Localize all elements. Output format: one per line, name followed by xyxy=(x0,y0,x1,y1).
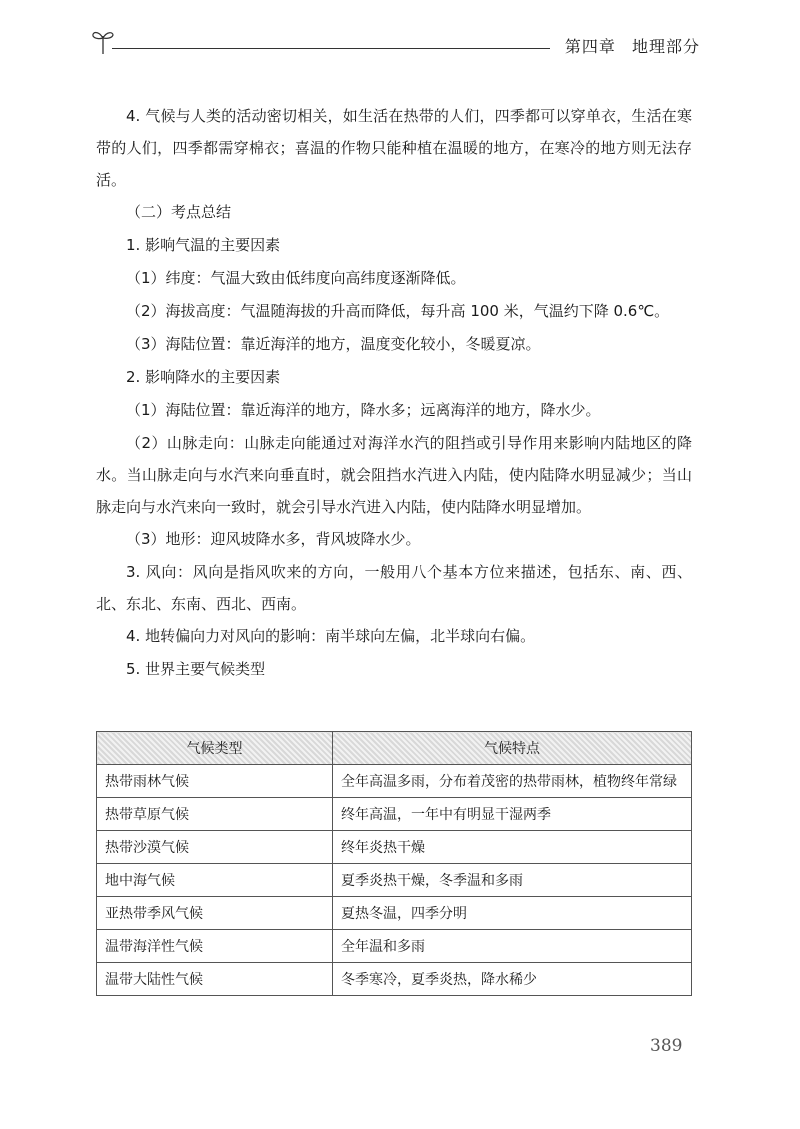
climate-feature-cell: 全年温和多雨 xyxy=(333,930,692,963)
climate-type-cell: 热带雨林气候 xyxy=(97,765,333,798)
section-heading: （二）考点总结 xyxy=(126,203,232,221)
item-terrain: （3）地形：迎风坡降水多，背风坡降水少。 xyxy=(126,530,421,548)
paragraph-wind-direction: 3. 风向：风向是指风吹来的方向，一般用八个基本方位来描述，包括东、南、西、北、东北、东南、西北、西南。 xyxy=(96,563,692,613)
header-rule xyxy=(112,48,550,49)
climate-type-cell: 热带沙漠气候 xyxy=(97,831,333,864)
climate-feature-cell: 全年高温多雨，分布着茂密的热带雨林，植物终年常绿 xyxy=(333,765,692,798)
table-row xyxy=(97,765,692,798)
chapter-title xyxy=(555,34,700,57)
table-header-row xyxy=(97,732,692,765)
climate-feature-cell: 夏季炎热干燥，冬季温和多雨 xyxy=(333,864,692,897)
chapter-number: 第四章 xyxy=(564,37,616,56)
running-header xyxy=(88,26,700,66)
heading-temperature-factors: 1. 影响气温的主要因素 xyxy=(126,236,281,254)
table-row xyxy=(97,831,692,864)
climate-feature-cell: 终年炎热干燥 xyxy=(333,831,692,864)
sprout-icon xyxy=(90,26,116,56)
page-number: 389 xyxy=(650,1036,683,1056)
climate-feature-cell: 冬季寒冷，夏季炎热，降水稀少 xyxy=(333,963,692,996)
item-precip-land-sea: （1）海陆位置：靠近海洋的地方，降水多；远离海洋的地方，降水少。 xyxy=(126,401,601,419)
climate-type-cell: 地中海气候 xyxy=(97,864,333,897)
column-header-type: 气候类型 xyxy=(97,732,333,765)
page-content xyxy=(96,100,692,686)
heading-precipitation-factors: 2. 影响降水的主要因素 xyxy=(126,368,281,386)
table-row xyxy=(97,897,692,930)
item-altitude: （2）海拔高度：气温随海拔的升高而降低，每升高 100 米，气温约下降 0.6℃。 xyxy=(126,302,670,320)
item-mountain-direction: （2）山脉走向：山脉走向能通过对海洋水汽的阻挡或引导作用来影响内陆地区的降水。当山脉走向与水汽来向垂直时，就会阻挡水汽进入内陆，使内陆降水明显减少；当山脉走向与水汽来向一致时，就会引导水汽进入内陆，使内陆降水明显增加。 xyxy=(96,434,692,516)
section-name: 地理部分 xyxy=(631,37,700,56)
heading-climate-types: 5. 世界主要气候类型 xyxy=(126,660,266,678)
climate-types-table xyxy=(96,731,692,996)
table-row xyxy=(97,798,692,831)
climate-type-cell: 温带大陆性气候 xyxy=(97,963,333,996)
item-land-sea-position: （3）海陆位置：靠近海洋的地方，温度变化较小，冬暖夏凉。 xyxy=(126,335,541,353)
table-row xyxy=(97,864,692,897)
climate-feature-cell: 夏热冬温，四季分明 xyxy=(333,897,692,930)
climate-type-cell: 温带海洋性气候 xyxy=(97,930,333,963)
climate-table-container xyxy=(96,731,692,996)
item-latitude: （1）纬度：气温大致由低纬度向高纬度逐渐降低。 xyxy=(126,269,466,287)
climate-feature-cell: 终年高温，一年中有明显干湿两季 xyxy=(333,798,692,831)
climate-type-cell: 亚热带季风气候 xyxy=(97,897,333,930)
column-header-features: 气候特点 xyxy=(333,732,692,765)
paragraph-coriolis: 4. 地转偏向力对风向的影响：南半球向左偏，北半球向右偏。 xyxy=(126,627,536,645)
paragraph-climate-activity: 4. 气候与人类的活动密切相关，如生活在热带的人们，四季都可以穿单衣，生活在寒带的人们，四季都需穿棉衣；喜温的作物只能种植在温暖的地方，在寒冷的地方则无法存活。 xyxy=(96,107,692,189)
climate-type-cell: 热带草原气候 xyxy=(97,798,333,831)
table-row xyxy=(97,963,692,996)
table-row xyxy=(97,930,692,963)
